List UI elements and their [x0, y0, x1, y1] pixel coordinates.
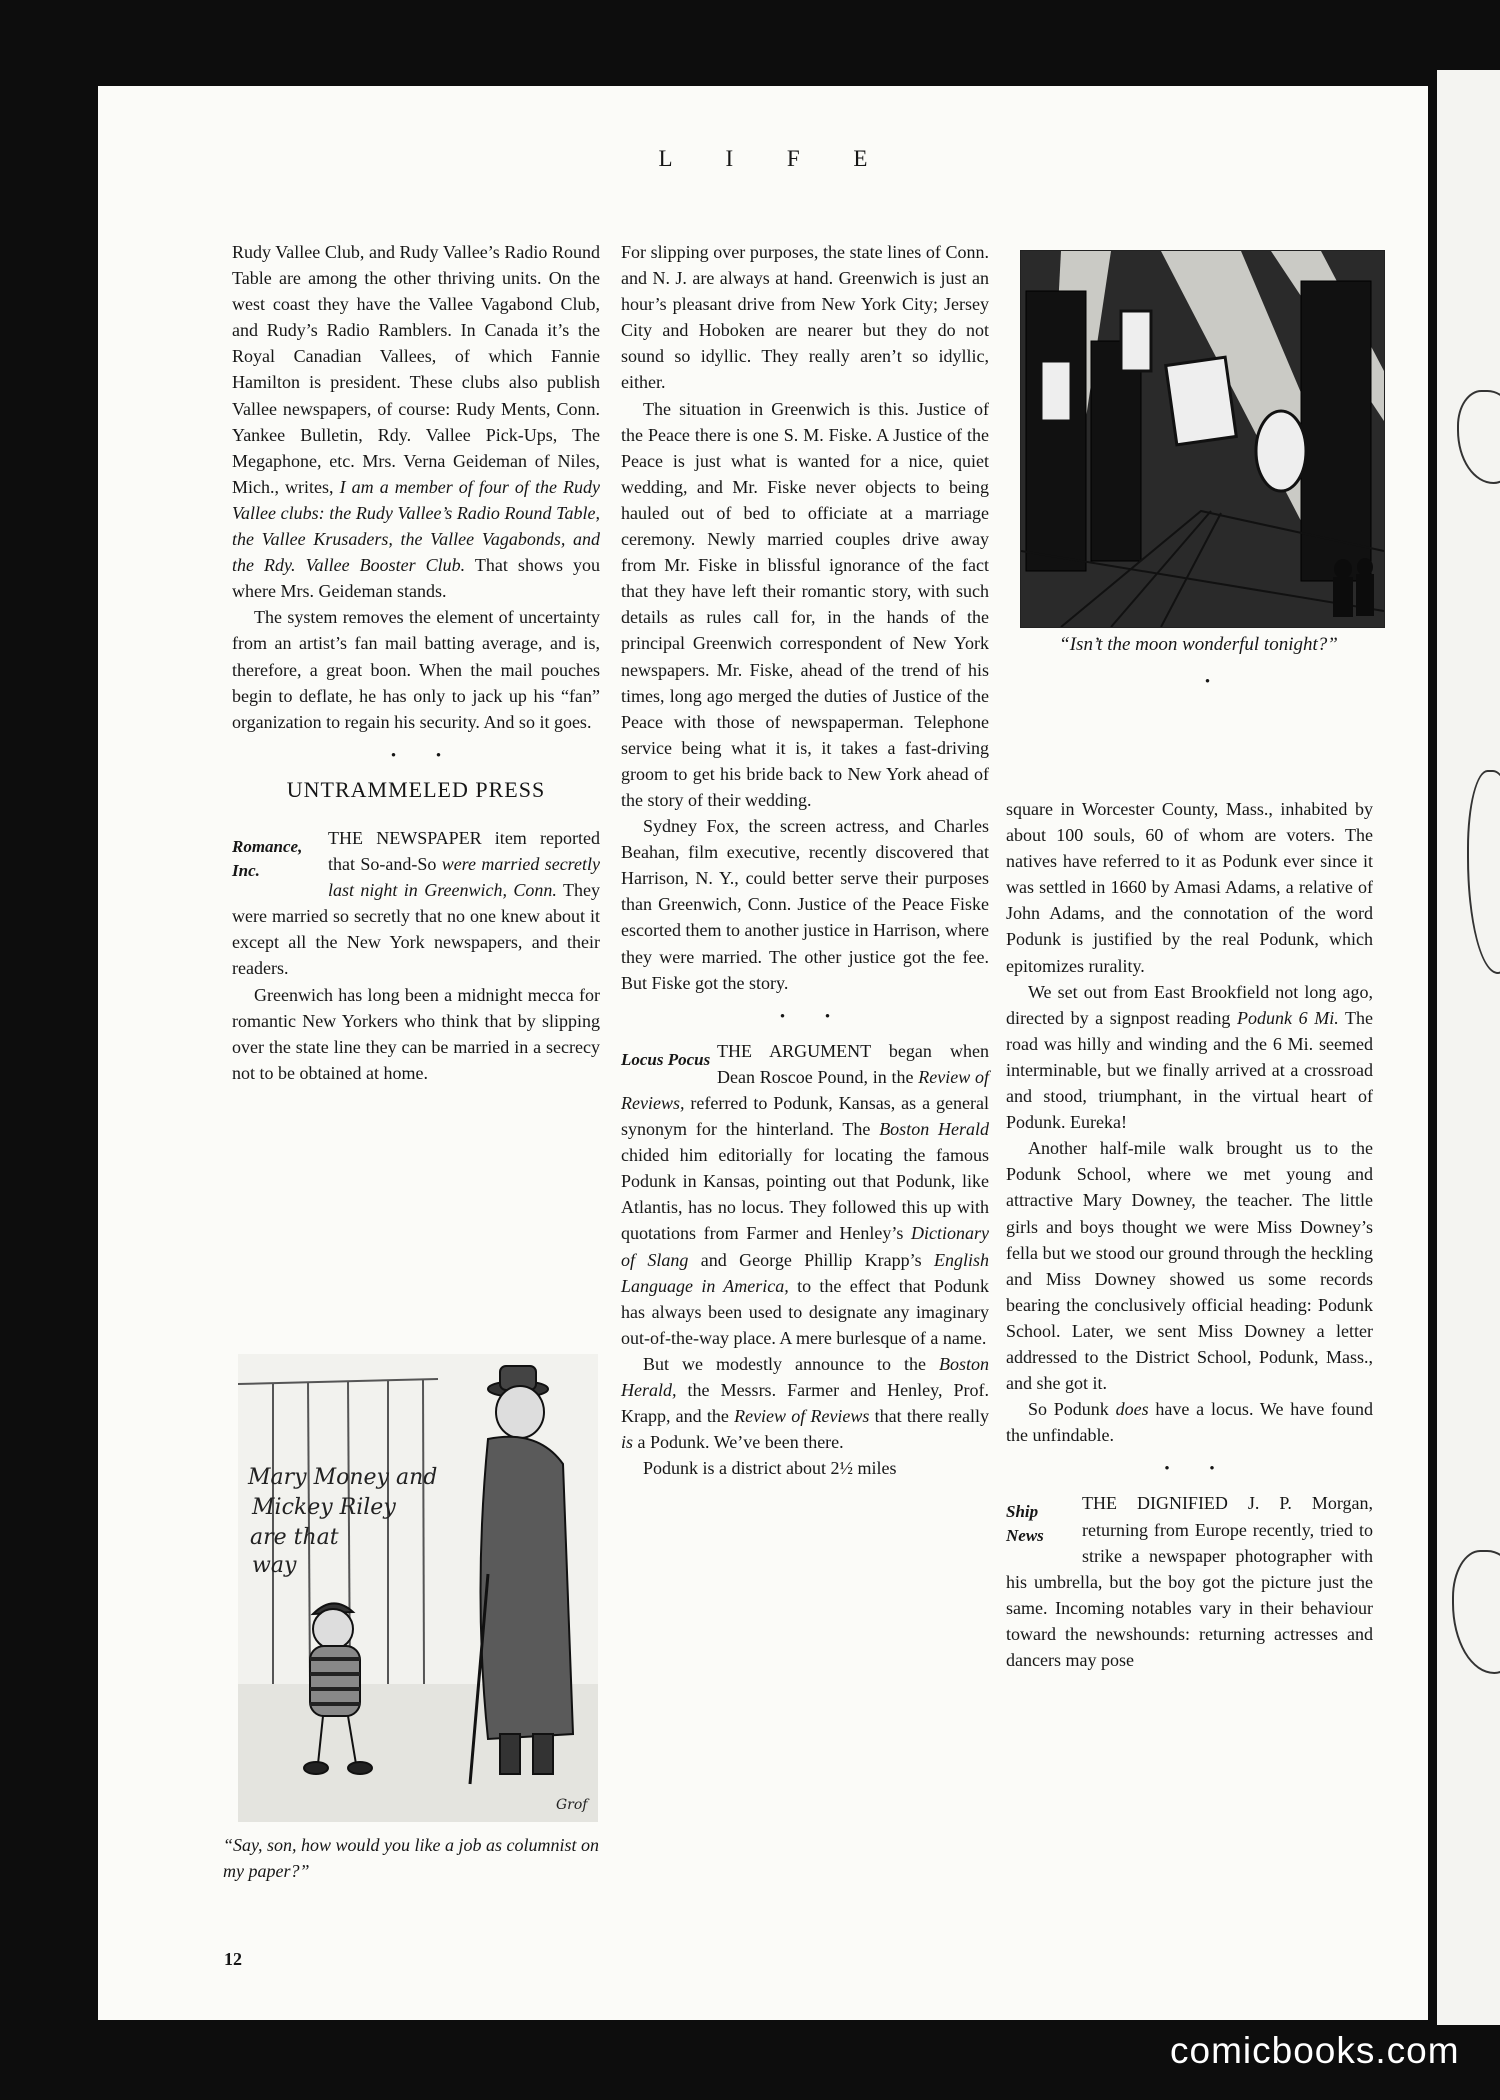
column-2 — [621, 239, 989, 1481]
cartoon-caption: “Say, son, how would you like a job as columnist on my paper?” — [223, 1835, 599, 1881]
cartoon-handwriting-line: Mary Money and — [248, 1465, 438, 1490]
separator: • • — [1164, 1461, 1233, 1478]
section-heading: UNTRAMMELED PRESS — [286, 776, 546, 802]
separator: • • — [779, 1008, 849, 1025]
cartoon-handwriting-line: Mickey Riley — [252, 1495, 396, 1520]
paragraph: The system removes the element of uncertainty from an artist’s fan mail batting average, and is, therefore, a great boon. When the mail pouches begin to deflate, he has only to jack up his “fan” organization to regain his security. And so it goes. — [232, 607, 600, 732]
paragraph: For slipping over purposes, the state lines of Conn. and N. J. are always at hand. Greenwich is just an hour’s pleasant drive from New York City; Jersey City and Hoboken are nearer but they do not sound so idyllic. They really aren’t so idyllic, either. — [621, 242, 989, 393]
cartoon-handwriting-line: are that — [250, 1525, 339, 1550]
adjacent-page-drawing — [1467, 770, 1500, 974]
paragraph: We set out from East Brookfield not long ago, directed by a signpost reading Podunk 6 Mi. The road was hilly and winding and the 6 Mi. seemed interminable, but we finally arrived at a crossroad and stood, triumphant, in the virtual heart of Podunk. Eureka! — [1006, 981, 1373, 1133]
page-number: 12 — [224, 1949, 242, 1969]
paragraph: Rudy Vallee Club, and Rudy Vallee’s Radio Round Table are among the other thriving units. On the west coast they have the Vallee Vagabond Club, and Rudy’s Radio Ramblers. In Canada it’s the Royal Canadian Vallees, of which Fannie Hamilton is president. These clubs also publish Vallee newspapers, of course: Rudy Ments, Conn. Yankee Bulletin, Rdy. Vallee Pick-Ups, The Megaphone, etc. Mrs. Verna Geideman of Niles, Mich., writes, I am a member of four of the Rudy Vallee clubs: the Rudy Vallee’s Radio Round Table, the Vallee Krusaders, the Vallee Vagabonds, and the Rdy. Vallee Booster Club. That shows you where Mrs. Geideman stands. — [232, 242, 600, 602]
cartoon-signature: Grof — [556, 1797, 588, 1813]
cartoon-caption: “Isn’t the moon wonderful tonight?” — [1059, 634, 1338, 655]
side-label-romance: Romance, Inc. — [232, 836, 303, 880]
column-3 — [1006, 796, 1373, 1673]
adjacent-page-edge — [1437, 70, 1500, 2025]
side-label-locus: Locus Pocus — [621, 1049, 711, 1069]
paragraph: But we modestly announce to the Boston Herald, the Messrs. Farmer and Henley, Prof. Krapp, and the Review of Reviews that there really is a Podunk. We’ve been there. — [621, 1353, 989, 1453]
paragraph: The situation in Greenwich is this. Justice of the Peace there is one S. M. Fiske. A Justice of the Peace is just what is wanted for a nice, quiet wedding, and Mr. Fiske never objects to being hauled out of bed to officiate at a marriage ceremony. Newly married couples drive away from Mr. Fiske in blissful ignorance of the fact that they have left their romantic story, with such details as rules call for, in the hands of the principal Greenwich correspondent of New York newspapers. Mr. Fiske, ahead of the trend of his times, long ago merged the duties of Justice of the Peace with those of newspaperman. Telephone service being what it is, it takes a fast-driving groom to get his bride back to New York ahead of the story of their wedding. — [621, 398, 989, 810]
separator: • — [1204, 674, 1229, 690]
cartoon-columnist-illustration — [238, 1354, 598, 1822]
paragraph: square in Worcester County, Mass., inhabited by about 100 souls, 60 of whom are voters. The natives have referred to it as Podunk ever since it was settled in 1660 by Amasi Adams, a relative of John Adams, and the connotation of the word Podunk is justified by the real Podunk, which epitomizes rurality. — [1006, 799, 1373, 976]
magazine-header — [98, 146, 1428, 172]
paragraph: Podunk is a district about 2½ miles — [643, 1458, 897, 1479]
column-1 — [232, 239, 600, 1086]
magazine-title: L I F E — [658, 146, 892, 171]
cartoon-columnist-drawing — [238, 1354, 598, 1822]
paragraph: So Podunk does have a locus. We have found the unfindable. — [1006, 1399, 1373, 1446]
cartoon-handwriting-line: way — [252, 1553, 297, 1578]
paragraph: THE DIGNIFIED J. P. Morgan, returning from Europe recently, tried to strike a newspaper photographer with his umbrella, but the boy got the picture just the same. Incoming notables vary in their behaviour toward the newshounds: returning actresses and dancers may pose — [1006, 1493, 1373, 1670]
paragraph: Another half-mile walk brought us to the Podunk School, where we met young and attractive Mary Downey, the teacher. The little girls and boys thought we were Miss Downey’s fella but we stood our ground through the heckling and Miss Downey showed us some records bearing the conclusively official heading: Podunk School. Later, we sent Miss Downey a letter addressed to the District School, Podunk, Mass., and she got it. — [1006, 1138, 1373, 1394]
cartoon-city-night-illustration — [1020, 250, 1385, 628]
paragraph: THE ARGUMENT began when Dean Roscoe Pound, in the Review of Reviews, referred to Podunk, Kansas, as a general synonym for the hinterland. The Boston Herald chided him editorially for locating the famous Podunk in Kansas, pointing out that Podunk, like Atlantis, has no locus. They followed this up with quotations from Farmer and Henley’s Dictionary of Slang and George Phillip Krapp’s English Language in America, to the effect that Podunk has always been used to designate any imaginary out-of-the-way place. A mere burlesque of a name. — [621, 1040, 990, 1348]
adjacent-page-drawing — [1452, 1550, 1500, 1674]
adjacent-page-drawing — [1457, 390, 1500, 484]
separator: • • — [390, 747, 460, 764]
paragraph: THE NEWSPAPER item reported that So-and-So were married secretly last night in Greenwich, Conn. They were married so secretly that no one knew about it except all the New York newspapers, and their readers. — [232, 827, 600, 979]
watermark: comicbooks.com — [1170, 2030, 1460, 2071]
magazine-page — [98, 86, 1428, 2020]
paragraph: Sydney Fox, the screen actress, and Charles Beahan, film executive, recently discovered that Harrison, N. Y., could better serve their purposes than Greenwich, Conn. Justice of the Peace Fiske escorted them to another justice in Harrison, where they were married. The other justice got the fee. But Fiske got the story. — [621, 816, 989, 993]
paragraph: Greenwich has long been a midnight mecca for romantic New Yorkers who think that by slipping over the state line they can be married in a secrecy not to be obtained at home. — [232, 984, 600, 1083]
cartoon-city-drawing — [1021, 251, 1384, 627]
side-label-ship: Ship News — [1006, 1502, 1044, 1546]
